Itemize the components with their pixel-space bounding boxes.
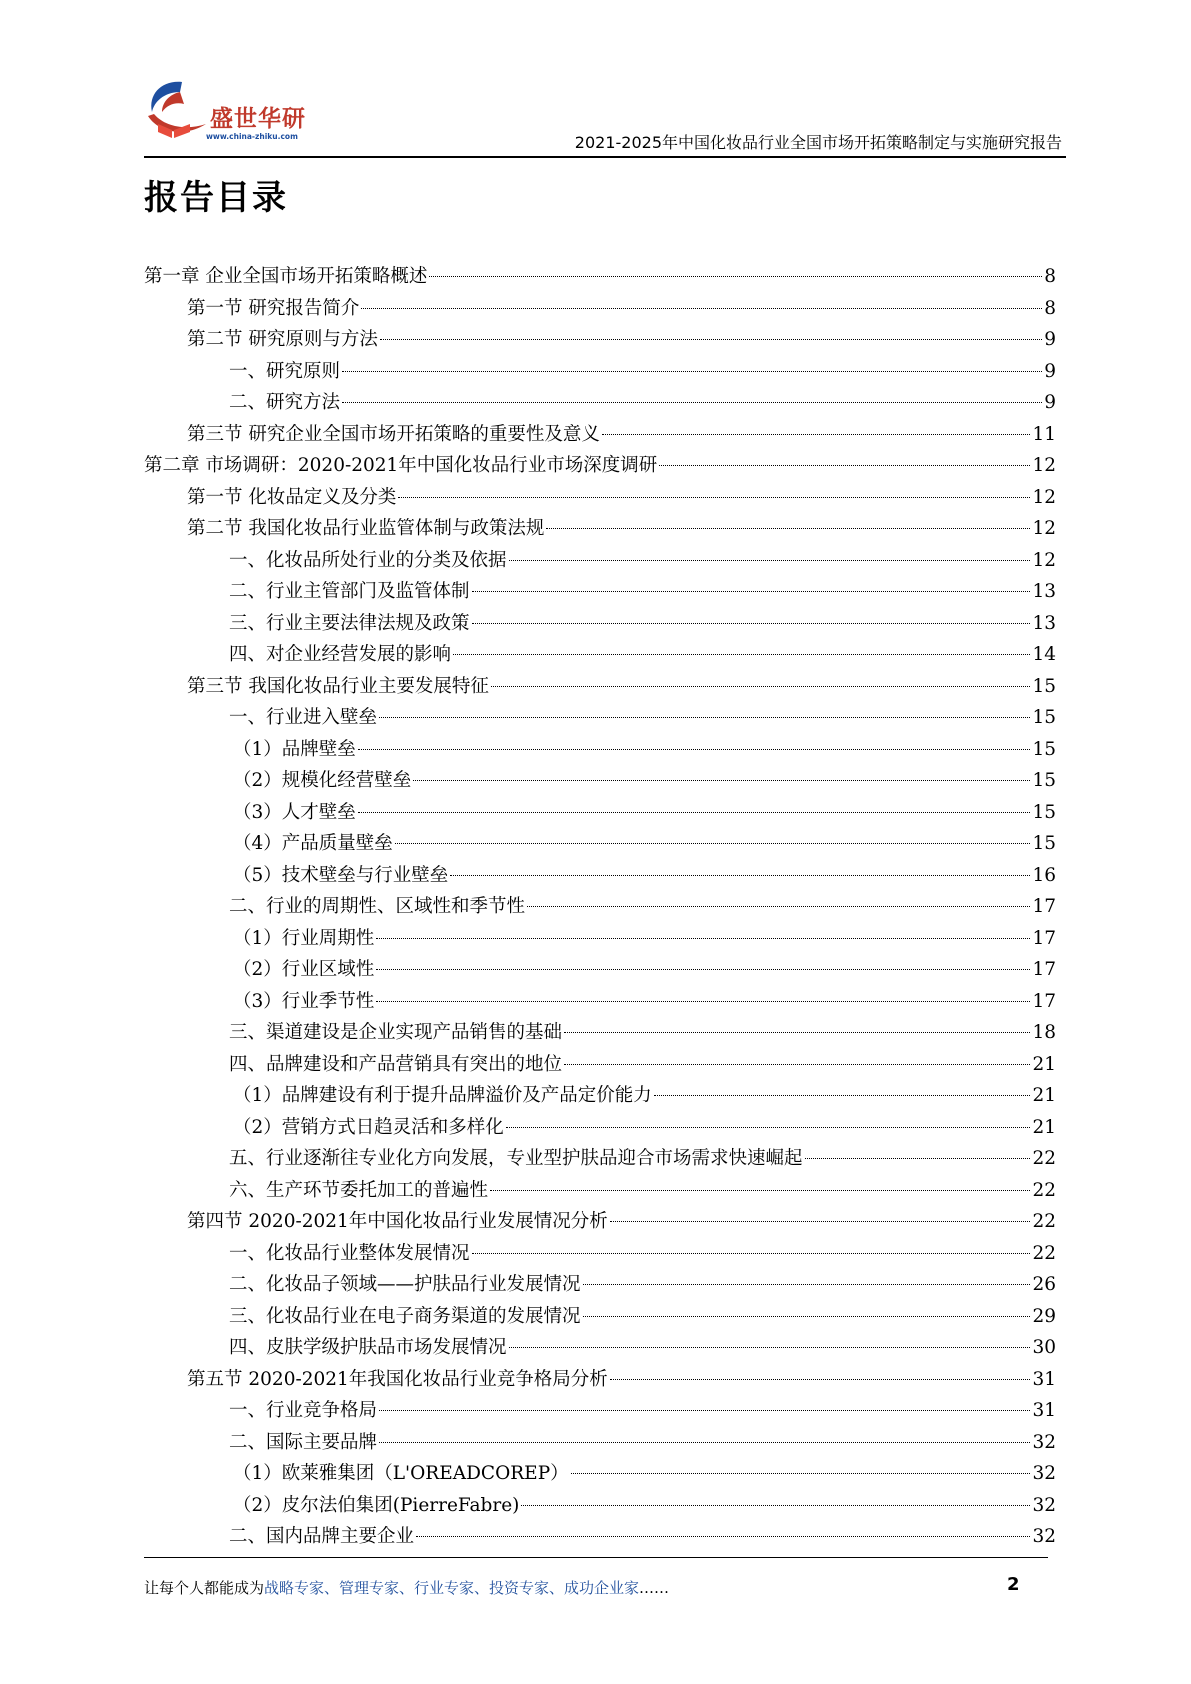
toc-dot-leader xyxy=(490,1190,1030,1191)
toc-dot-leader xyxy=(376,938,1030,939)
toc-entry[interactable] xyxy=(144,1396,1056,1428)
toc-entry-title: 一、行业进入壁垒 xyxy=(229,707,378,728)
toc-dot-leader xyxy=(583,1284,1031,1285)
toc-dot-leader xyxy=(379,717,1030,718)
toc-entry-title: 一、化妆品行业整体发展情况 xyxy=(229,1242,470,1264)
toc-entry[interactable] xyxy=(144,294,1056,326)
toc-dot-leader xyxy=(342,402,1042,403)
header-divider xyxy=(144,156,1066,158)
toc-entry-title: 二、国际主要品牌 xyxy=(229,1431,378,1453)
toc-entry[interactable] xyxy=(144,640,1056,672)
toc-dot-leader xyxy=(358,749,1031,750)
toc-dot-leader xyxy=(398,497,1030,498)
toc-entry-title: 四、对企业经营发展的影响 xyxy=(229,644,452,665)
toc-entry-page: 9 xyxy=(1044,392,1056,413)
toc-dot-leader xyxy=(546,528,1030,529)
toc-entry-title: 二、国内品牌主要企业 xyxy=(229,1526,415,1547)
toc-entry-title: （2）行业区域性 xyxy=(233,959,375,980)
toc-dot-leader xyxy=(805,1158,1031,1159)
toc-dot-leader xyxy=(342,371,1042,372)
toc-entry-title: 六、生产环节委托加工的普遍性 xyxy=(229,1179,489,1201)
logo-text: 盛世华研 xyxy=(210,106,306,132)
toc-entry-page: 32 xyxy=(1032,1431,1056,1453)
toc-entry[interactable] xyxy=(144,325,1056,357)
toc-entry-page: 17 xyxy=(1032,896,1056,917)
toc-dot-leader xyxy=(659,465,1030,466)
toc-entry[interactable] xyxy=(144,1459,1056,1491)
toc-entry[interactable] xyxy=(144,1239,1056,1271)
toc-entry[interactable] xyxy=(144,577,1056,609)
toc-dot-leader xyxy=(358,812,1031,813)
toc-entry[interactable] xyxy=(144,1144,1056,1176)
logo-url: www.china-zhiku.com xyxy=(206,132,298,141)
toc-entry[interactable] xyxy=(144,420,1056,452)
toc-entry[interactable] xyxy=(144,955,1056,987)
toc-entry-title: 第一节 化妆品定义及分类 xyxy=(187,486,397,508)
toc-entry-page: 13 xyxy=(1032,612,1056,634)
toc-dot-leader xyxy=(453,654,1030,655)
company-logo xyxy=(144,78,344,148)
toc-dot-leader xyxy=(602,434,1031,435)
toc-entry[interactable] xyxy=(144,388,1056,420)
toc-entry-page: 9 xyxy=(1044,329,1056,350)
toc-entry-page: 21 xyxy=(1032,1116,1056,1138)
toc-entry-page: 15 xyxy=(1032,675,1056,697)
toc-entry-title: （1）欧莱雅集团（L'OREADCOREP） xyxy=(233,1463,569,1484)
slogan-prefix: 让每个人都能成为 xyxy=(144,1579,265,1597)
toc-dot-leader xyxy=(491,686,1031,687)
toc-entry-page: 12 xyxy=(1032,486,1056,508)
toc-entry-page: 17 xyxy=(1032,990,1056,1012)
page-title: 报告目录 xyxy=(144,178,288,218)
toc-entry[interactable] xyxy=(144,483,1056,515)
toc-entry-title: 第二节 我国化妆品行业监管体制与政策法规 xyxy=(187,518,545,539)
toc-entry-title: （5）技术壁垒与行业壁垒 xyxy=(233,864,449,886)
toc-entry-title: 五、行业逐渐往专业化方向发展，专业型护肤品迎合市场需求快速崛起 xyxy=(229,1148,803,1169)
toc-entry-title: 第一节 研究报告简介 xyxy=(187,297,360,319)
toc-entry-title: 三、化妆品行业在电子商务渠道的发展情况 xyxy=(229,1305,581,1327)
toc-dot-leader xyxy=(527,906,1030,907)
logo-emblem-icon xyxy=(144,78,214,142)
toc-entry-title: （2）营销方式日趋灵活和多样化 xyxy=(233,1116,504,1138)
toc-dot-leader xyxy=(509,1347,1031,1348)
toc-entry-page: 21 xyxy=(1032,1085,1056,1106)
page-number: 2 xyxy=(1007,1574,1020,1595)
toc-entry-title: 一、研究原则 xyxy=(229,360,341,382)
toc-entry[interactable] xyxy=(144,703,1056,735)
toc-entry-title: （3）人才壁垒 xyxy=(233,801,356,823)
toc-entry[interactable] xyxy=(144,1365,1056,1397)
toc-entry-title: 一、行业竞争格局 xyxy=(229,1400,378,1421)
toc-dot-leader xyxy=(564,1032,1030,1033)
toc-entry-title: 四、品牌建设和产品营销具有突出的地位 xyxy=(229,1053,563,1075)
toc-entry-title: （1）品牌建设有利于提升品牌溢价及产品定价能力 xyxy=(233,1085,652,1106)
toc-entry-page: 17 xyxy=(1032,959,1056,980)
toc-entry-page: 32 xyxy=(1032,1526,1056,1547)
toc-entry-page: 22 xyxy=(1032,1179,1056,1201)
toc-entry-page: 15 xyxy=(1032,738,1056,760)
slogan-suffix: …… xyxy=(639,1579,670,1597)
toc-entry-title: 第三节 研究企业全国市场开拓策略的重要性及意义 xyxy=(187,423,600,445)
toc-dot-leader xyxy=(521,1505,1030,1506)
toc-entry-title: （2）皮尔法伯集团(PierreFabre) xyxy=(233,1494,520,1516)
toc-entry[interactable] xyxy=(144,1050,1056,1082)
report-title: 2021-2025年中国化妆品行业全国市场开拓策略制定与实施研究报告 xyxy=(574,133,1062,152)
toc-entry-title: （1）行业周期性 xyxy=(233,927,375,949)
toc-entry[interactable] xyxy=(144,987,1056,1019)
toc-entry[interactable] xyxy=(144,1302,1056,1334)
toc-dot-leader xyxy=(395,843,1031,844)
toc-entry-page: 21 xyxy=(1032,1053,1056,1075)
toc-entry[interactable] xyxy=(144,262,1056,294)
toc-entry-page: 32 xyxy=(1032,1463,1056,1484)
footer-divider xyxy=(144,1557,1048,1558)
toc-entry[interactable] xyxy=(144,1428,1056,1460)
toc-entry-title: 三、渠道建设是企业实现产品销售的基础 xyxy=(229,1022,563,1043)
toc-entry[interactable] xyxy=(144,924,1056,956)
toc-entry[interactable] xyxy=(144,672,1056,704)
toc-dot-leader xyxy=(379,1442,1030,1443)
toc-entry-title: （3）行业季节性 xyxy=(233,990,375,1012)
toc-entry-title: 第一章 企业全国市场开拓策略概述 xyxy=(144,266,428,287)
toc-entry-page: 8 xyxy=(1044,297,1056,319)
toc-entry[interactable] xyxy=(144,1333,1056,1365)
toc-dot-leader xyxy=(361,308,1042,309)
toc-entry-title: 二、行业主管部门及监管体制 xyxy=(229,581,470,602)
toc-dot-leader xyxy=(610,1379,1031,1380)
toc-dot-leader xyxy=(654,1095,1031,1096)
toc-entry-title: 二、研究方法 xyxy=(229,392,341,413)
toc-dot-leader xyxy=(506,1127,1031,1128)
toc-entry-title: （2）规模化经营壁垒 xyxy=(233,770,412,791)
toc-entry-title: （4）产品质量壁垒 xyxy=(233,833,393,854)
toc-entry[interactable] xyxy=(144,1491,1056,1523)
toc-entry-title: 第二章 市场调研：2020-2021年中国化妆品行业市场深度调研 xyxy=(144,455,658,476)
table-of-contents xyxy=(144,262,1056,1554)
toc-entry-page: 13 xyxy=(1032,581,1056,602)
toc-entry[interactable] xyxy=(144,766,1056,798)
toc-entry-page: 18 xyxy=(1032,1022,1056,1043)
toc-entry[interactable] xyxy=(144,798,1056,830)
toc-entry-page: 8 xyxy=(1044,266,1056,287)
toc-dot-leader xyxy=(450,875,1030,876)
slogan-highlight: 战略专家、管理专家、行业专家、投资专家、成功企业家 xyxy=(264,1579,640,1597)
toc-entry-title: 一、化妆品所处行业的分类及依据 xyxy=(229,549,507,571)
toc-entry[interactable] xyxy=(144,1270,1056,1302)
toc-dot-leader xyxy=(509,560,1031,561)
toc-entry[interactable] xyxy=(144,1113,1056,1145)
toc-entry-page: 11 xyxy=(1032,423,1056,445)
toc-dot-leader xyxy=(583,1316,1031,1317)
toc-dot-leader xyxy=(472,1253,1031,1254)
toc-entry-page: 29 xyxy=(1032,1305,1056,1327)
toc-entry-title: 第三节 我国化妆品行业主要发展特征 xyxy=(187,675,489,697)
toc-dot-leader xyxy=(571,1473,1031,1474)
toc-entry-page: 15 xyxy=(1032,801,1056,823)
toc-entry[interactable] xyxy=(144,892,1056,924)
toc-entry-title: 二、行业的周期性、区域性和季节性 xyxy=(229,896,526,917)
toc-entry-page: 14 xyxy=(1032,644,1056,665)
toc-dot-leader xyxy=(376,969,1030,970)
toc-entry-page: 22 xyxy=(1032,1148,1056,1169)
toc-entry-title: 第二节 研究原则与方法 xyxy=(187,329,378,350)
toc-entry-page: 12 xyxy=(1032,455,1056,476)
footer-slogan xyxy=(144,1577,669,1598)
toc-entry-page: 30 xyxy=(1032,1337,1056,1358)
toc-entry-page: 26 xyxy=(1032,1274,1056,1295)
toc-dot-leader xyxy=(379,1410,1030,1411)
toc-entry[interactable] xyxy=(144,1081,1056,1113)
toc-entry[interactable] xyxy=(144,609,1056,641)
toc-entry-page: 15 xyxy=(1032,770,1056,791)
toc-dot-leader xyxy=(564,1064,1030,1065)
toc-entry-page: 22 xyxy=(1032,1242,1056,1264)
toc-entry[interactable] xyxy=(144,1522,1056,1554)
toc-dot-leader xyxy=(472,591,1031,592)
toc-entry-page: 31 xyxy=(1032,1400,1056,1421)
toc-entry[interactable] xyxy=(144,451,1056,483)
toc-entry-title: 二、化妆品子领域——护肤品行业发展情况 xyxy=(229,1274,581,1295)
toc-entry[interactable] xyxy=(144,735,1056,767)
toc-entry-page: 15 xyxy=(1032,833,1056,854)
toc-dot-leader xyxy=(376,1001,1030,1002)
toc-entry-page: 12 xyxy=(1032,549,1056,571)
toc-entry-title: 第四节 2020-2021年中国化妆品行业发展情况分析 xyxy=(187,1211,608,1232)
toc-entry-page: 17 xyxy=(1032,927,1056,949)
toc-entry-title: 四、皮肤学级护肤品市场发展情况 xyxy=(229,1337,507,1358)
toc-entry[interactable] xyxy=(144,1207,1056,1239)
toc-entry[interactable] xyxy=(144,514,1056,546)
toc-entry[interactable] xyxy=(144,1018,1056,1050)
toc-entry-page: 15 xyxy=(1032,707,1056,728)
toc-entry-page: 16 xyxy=(1032,864,1056,886)
toc-entry-page: 9 xyxy=(1044,360,1056,382)
toc-entry-page: 32 xyxy=(1032,1494,1056,1516)
toc-entry-title: 第五节 2020-2021年我国化妆品行业竞争格局分析 xyxy=(187,1368,608,1390)
toc-dot-leader xyxy=(416,1536,1030,1537)
toc-entry-page: 12 xyxy=(1032,518,1056,539)
toc-entry[interactable] xyxy=(144,357,1056,389)
page-header xyxy=(144,78,1064,158)
toc-dot-leader xyxy=(472,623,1031,624)
toc-entry-title: 三、行业主要法律法规及政策 xyxy=(229,612,470,634)
toc-entry-page: 31 xyxy=(1032,1368,1056,1390)
toc-entry-page: 22 xyxy=(1032,1211,1056,1232)
toc-entry[interactable] xyxy=(144,1176,1056,1208)
toc-dot-leader xyxy=(413,780,1030,781)
toc-dot-leader xyxy=(610,1221,1031,1222)
toc-entry-title: （1）品牌壁垒 xyxy=(233,738,356,760)
toc-entry[interactable] xyxy=(144,829,1056,861)
toc-dot-leader xyxy=(429,276,1042,277)
toc-entry[interactable] xyxy=(144,861,1056,893)
toc-dot-leader xyxy=(380,339,1042,340)
toc-entry[interactable] xyxy=(144,546,1056,578)
